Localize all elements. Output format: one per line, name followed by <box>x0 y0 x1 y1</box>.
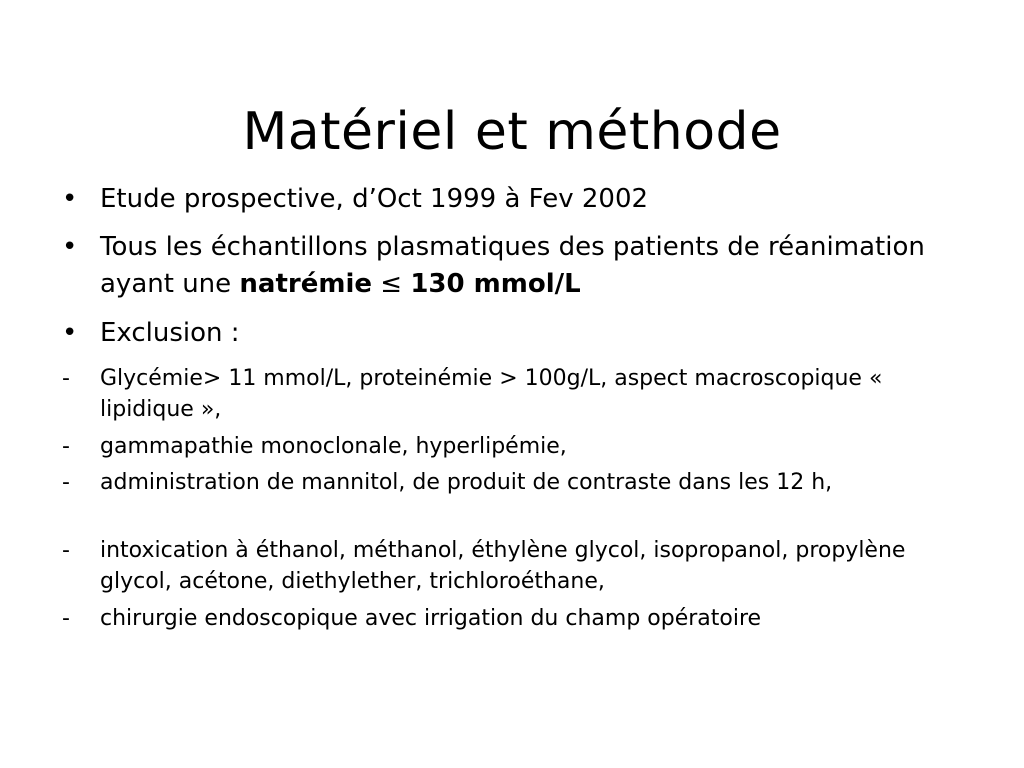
dash-marker: - <box>62 434 70 459</box>
bullet-marker: • <box>62 232 78 262</box>
exclusion-text: chirurgie endoscopique avec irrigation du champ opératoire <box>100 606 762 631</box>
bullet-text: Etude prospective, d’Oct 1999 à Fev 2002 <box>100 184 649 214</box>
slide-title: Matériel et méthode <box>242 102 782 162</box>
dash-marker: - <box>62 366 70 391</box>
dash-marker: - <box>62 470 70 495</box>
exclusion-item-chirurgie <box>62 603 942 634</box>
dash-marker: - <box>62 606 70 631</box>
dash-marker: - <box>62 538 70 563</box>
exclusion-item-glycemie <box>62 363 942 425</box>
exclusion-item-gammapathie <box>62 431 942 462</box>
exclusion-text: Glycémie> 11 mmol/L, proteinémie > 100g/L, aspect macroscopique « lipidique », <box>100 366 883 422</box>
bullet-text <box>100 229 942 303</box>
bullet-text-bold-threshold: 130 mmol/L <box>410 269 581 299</box>
bullet-item-samples <box>62 229 942 303</box>
bullet-marker: • <box>62 318 78 348</box>
exclusion-item-mannitol <box>62 467 942 498</box>
bullet-text-prefix: Tous les échantillons plasmatiques des patients de réanimation ayant une <box>100 232 925 299</box>
bullet-text: Exclusion : <box>100 318 240 348</box>
exclusion-item-intoxication <box>62 535 942 597</box>
bullet-text-bold-natremie: natrémie <box>239 269 372 299</box>
exclusion-text: gammapathie monoclonale, hyperlipémie, <box>100 434 567 459</box>
bullet-text-symbol: ≤ <box>372 269 411 299</box>
bullet-item-exclusion <box>62 315 942 352</box>
exclusion-text: intoxication à éthanol, méthanol, éthylène glycol, isopropanol, propylène glycol, acétone, diethylether, trichloroéthane, <box>100 538 906 594</box>
exclusion-text: administration de mannitol, de produit de contraste dans les 12 h, <box>100 470 833 495</box>
bullet-marker: • <box>62 184 78 214</box>
bullet-item-study <box>62 181 942 218</box>
